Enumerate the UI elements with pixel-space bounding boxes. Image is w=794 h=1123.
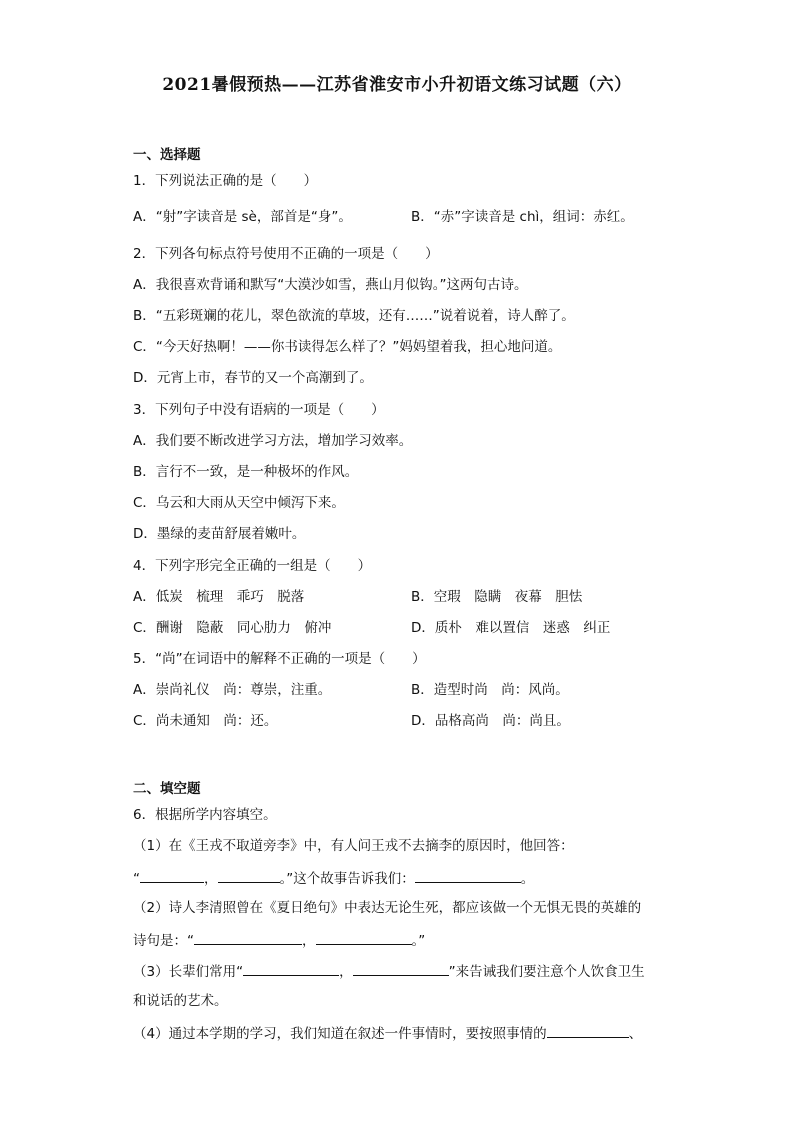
question-4-option-c: C．酬谢 隐蔽 同心肋力 俯冲 xyxy=(133,620,332,636)
question-6-part-3-text: 和说话的艺术。 xyxy=(133,993,228,1009)
question-6-stem: 6．根据所学内容填空。 xyxy=(133,807,277,823)
prefix: 诗句是：“ xyxy=(133,933,194,949)
question-3-option-b: B．言行不一致，是一种极坏的作风。 xyxy=(133,464,359,480)
question-3-stem: 3．下列句子中没有语病的一项是（ ） xyxy=(133,402,385,418)
question-2-option-a: A．我很喜欢背诵和默写“大漠沙如雪，燕山月似钩。”这两句古诗。 xyxy=(133,277,528,293)
question-3-option-d: D．墨绿的麦苗舒展着嫩叶。 xyxy=(133,526,306,542)
question-1-stem: 1．下列说法正确的是（ ） xyxy=(133,173,318,189)
question-5-option-b: B．造型时尚 尚：风尚。 xyxy=(411,682,569,698)
question-1-option-a: A．“射”字读音是 sè，部首是“身”。 xyxy=(133,209,352,225)
question-5-stem: 5．“尚”在词语中的解释不正确的一项是（ ） xyxy=(133,651,426,667)
blank-6-3-b[interactable] xyxy=(353,961,449,976)
period: 。 xyxy=(520,871,535,887)
question-2-option-d: D．元宵上市，春节的又一个高潮到了。 xyxy=(133,370,373,386)
blank-6-2-a[interactable] xyxy=(194,930,302,945)
blank-6-1-b[interactable] xyxy=(218,868,280,883)
question-5-option-d: D．品格高尚 尚：尚且。 xyxy=(411,713,570,729)
question-6-part-2-text: （2）诗人李清照曾在《夏日绝句》中表达无论生死，都应该做一个无惧无畏的英雄的 xyxy=(133,900,642,916)
question-6-part-1-text: （1）在《王戎不取道旁李》中，有人问王戎不去摘李的原因时，他回答： xyxy=(133,838,574,854)
question-4-stem: 4．下列字形完全正确的一组是（ ） xyxy=(133,558,372,574)
comma: ， xyxy=(302,933,316,949)
blank-6-3-a[interactable] xyxy=(243,961,339,976)
question-4-option-a: A．低炭 梳理 乖巧 脱落 xyxy=(133,589,305,605)
question-4-option-b: B．空瑕 隐瞒 夜幕 胆怯 xyxy=(411,589,583,605)
question-6-part-2-answer-line xyxy=(133,930,425,950)
blank-6-1-c[interactable] xyxy=(415,868,521,883)
question-5-option-c: C．尚未通知 尚：还。 xyxy=(133,713,278,729)
question-2-option-c: C．“今天好热啊！——你书读得怎么样了？”妈妈望着我，担心地问道。 xyxy=(133,339,562,355)
question-6-part-1-answer-line xyxy=(133,868,534,888)
question-6-part-4-answer-line xyxy=(133,1023,642,1043)
suffix: 、 xyxy=(628,1026,643,1042)
prefix: （4）通过本学期的学习，我们知道在叙述一件事情时，要按照事情的 xyxy=(133,1026,547,1042)
blank-6-1-a[interactable] xyxy=(140,868,204,883)
page-title: 2021暑假预热——江苏省淮安市小升初语文练习试题（六） xyxy=(162,75,632,95)
open-quote: “ xyxy=(133,871,140,887)
blank-6-2-b[interactable] xyxy=(316,930,412,945)
question-5-option-a: A．崇尚礼仪 尚：尊崇，注重。 xyxy=(133,682,332,698)
question-6-part-3-answer-line xyxy=(133,961,645,981)
question-1-option-b: B．“赤”字读音是 chì，组词：赤红。 xyxy=(411,209,634,225)
question-2-option-b: B．“五彩斑斓的花儿，翠色欲流的草坡，还有……”说着说着，诗人醉了。 xyxy=(133,308,575,324)
comma: ， xyxy=(204,871,218,887)
question-2-stem: 2．下列各句标点符号使用不正确的一项是（ ） xyxy=(133,246,439,262)
end: 。” xyxy=(411,933,426,949)
section-heading-fill: 二、填空题 xyxy=(133,781,201,797)
blank-6-4-a[interactable] xyxy=(547,1023,629,1038)
suffix: ”来告诫我们要注意个人饮食卫生 xyxy=(448,964,645,980)
question-3-option-c: C．乌云和大雨从天空中倾泻下来。 xyxy=(133,495,345,511)
question-3-option-a: A．我们要不断改进学习方法，增加学习效率。 xyxy=(133,433,413,449)
mid-text: 。”这个故事告诉我们： xyxy=(279,871,415,887)
prefix: （3）长辈们常用“ xyxy=(133,964,244,980)
question-4-option-d: D．质朴 难以置信 迷惑 纠正 xyxy=(411,620,611,636)
section-heading-choice: 一、选择题 xyxy=(133,147,201,163)
comma: ， xyxy=(339,964,353,980)
